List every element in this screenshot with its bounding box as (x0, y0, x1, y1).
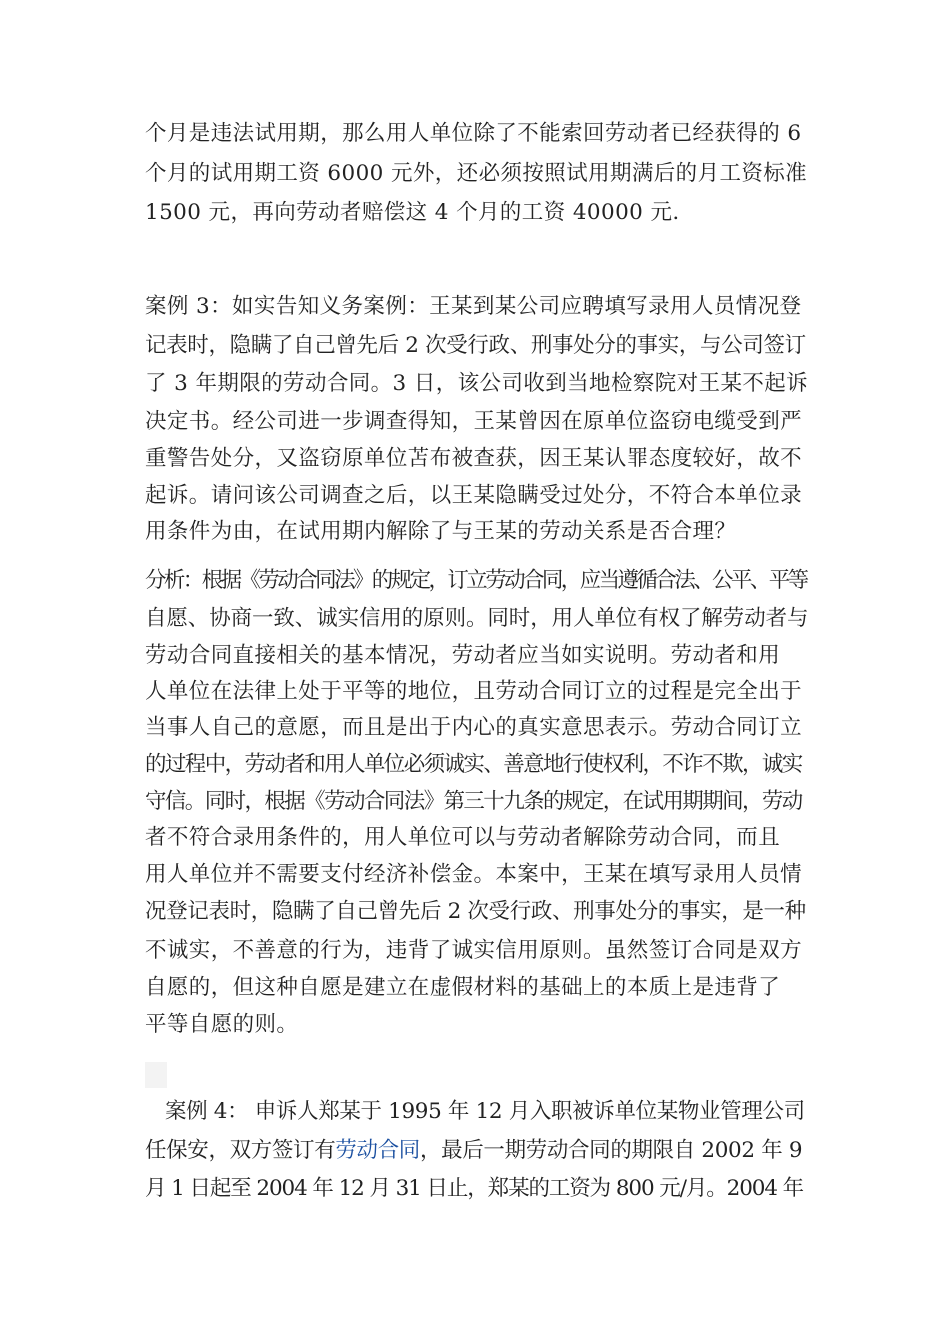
text-segment: ，最后一期劳动合同的期限自 2002 年 9 (419, 1138, 803, 1163)
paragraph-line: 个月是违法试用期，那么用人单位除了不能索回劳动者已经获得的 6 (145, 121, 802, 146)
paragraph-line: 况登记表时，隐瞒了自己曾先后 2 次受行政、刑事处分的事实，是一种 (145, 899, 806, 924)
paragraph-line: 平等自愿的则。 (145, 1012, 299, 1037)
paragraph-line (145, 1133, 802, 1169)
paragraph-line: 用条件为由，在试用期内解除了与王某的劳动关系是否合理？ (145, 519, 737, 544)
paragraph-line: 自愿、协商一致、诚实信用的原则。同时，用人单位有权了解劳动者与 (145, 606, 809, 631)
paragraph-line: 月 1 日起至 2004 年 12 月 31 日止，郑某的工资为 800 元/月。2004 年 (145, 1176, 804, 1201)
labor-contract-link[interactable]: 劳动合同 (335, 1138, 420, 1163)
paragraph-line: 记表时，隐瞒了自己曾先后 2 次受行政、刑事处分的事实，与公司签订 (145, 333, 806, 358)
case4-heading-line: 案例 4： 申诉人郑某于 1995 年 12 月入职被诉单位某物业管理公司 (165, 1099, 805, 1124)
paragraph-line: 重警告处分，又盗窃原单位苫布被查获，因王某认罪态度较好，故不 (145, 446, 803, 471)
paragraph-line: 人单位在法律上处于平等的地位，且劳动合同订立的过程是完全出于 (145, 679, 803, 704)
paragraph-line: 决定书。经公司进一步调查得知，王某曾因在原单位盗窃电缆受到严 (145, 409, 803, 434)
paragraph-line: 当事人自己的意愿，而且是出于内心的真实意思表示。劳动合同订立 (145, 715, 803, 740)
analysis-heading-line: 分析：根据《劳动合同法》的规定，订立劳动合同，应当遵循合法、公平、平等 (145, 568, 807, 593)
paragraph-line: 用人单位并不需要支付经济补偿金。本案中，王某在填写录用人员情 (145, 862, 803, 887)
paragraph-line: 起诉。请问该公司调查之后，以王某隐瞒受过处分，不符合本单位录 (145, 483, 803, 508)
paragraph-line: 了 3 年期限的劳动合同。3 日，该公司收到当地检察院对王某不起诉 (145, 371, 809, 396)
paragraph-line: 的过程中，劳动者和用人单位必须诚实、善意地行使权利，不诈不欺，诚实 (145, 752, 802, 777)
blank-marker (145, 1062, 167, 1088)
text-segment: 任保安，双方签订有 (145, 1138, 336, 1163)
paragraph-line: 守信。同时，根据《劳动合同法》第三十九条的规定，在试用期期间，劳动 (145, 789, 802, 814)
case3-heading-line: 案例 3：如实告知义务案例：王某到某公司应聘填写录用人员情况登 (145, 294, 802, 319)
paragraph-line: 者不符合录用条件的，用人单位可以与劳动者解除劳动合同，而且 (145, 825, 781, 850)
paragraph-line: 劳动合同直接相关的基本情况，劳动者应当如实说明。劳动者和用 (145, 643, 781, 668)
paragraph-line: 自愿的，但这种自愿是建立在虚假材料的基础上的本质上是违背了 (145, 975, 781, 1000)
paragraph-line: 个月的试用期工资 6000 元外，还必须按照试用期满后的月工资标准 (145, 161, 808, 186)
paragraph-line: 1500 元，再向劳动者赔偿这 4 个月的工资 40000 元. (145, 200, 680, 225)
paragraph-line: 不诚实，不善意的行为，违背了诚实信用原则。虽然签订合同是双方 (145, 938, 803, 963)
